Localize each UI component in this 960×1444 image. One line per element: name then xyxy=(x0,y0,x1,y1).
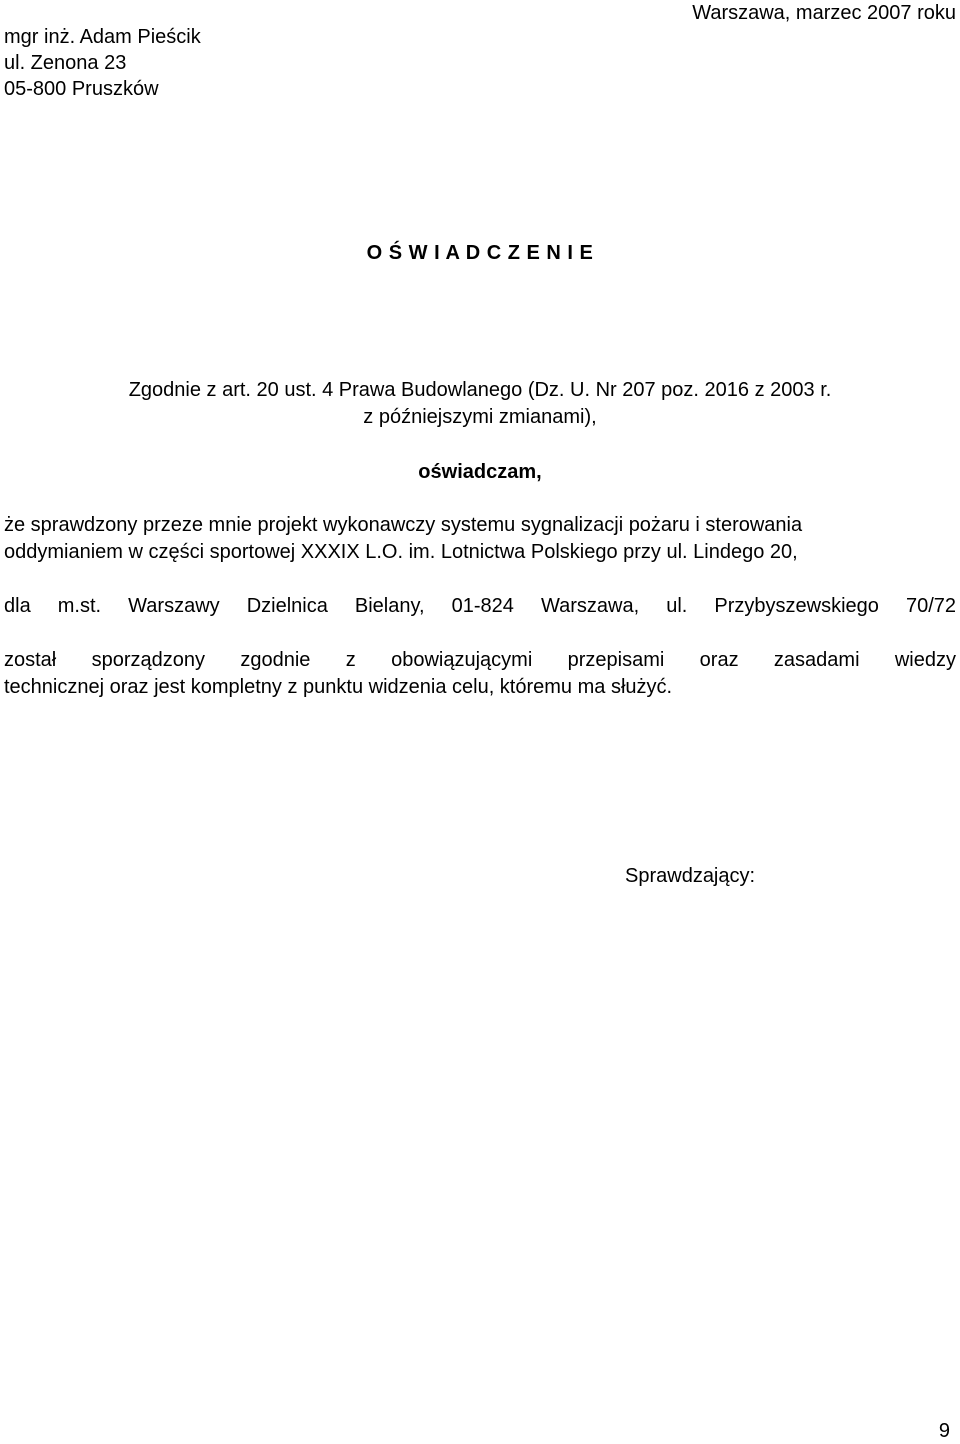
sender-address xyxy=(4,24,201,102)
signer-label: Sprawdzający: xyxy=(625,865,756,887)
body-line-2: oddymianiem w części sportowej XXXIX L.O. im. Lotnictwa Polskiego przy ul. Lindego 20, xyxy=(4,541,798,563)
sender-name: mgr inż. Adam Pieścik xyxy=(4,26,201,48)
sender-city: 05-800 Pruszków xyxy=(4,78,159,100)
document-title: O Ś W I A D C Z E N I E xyxy=(366,242,594,264)
sender-street: ul. Zenona 23 xyxy=(4,52,127,74)
body-line-4: został sporządzony zgodnie z obowiązującymi przepisami oraz zasadami wiedzy xyxy=(4,649,956,671)
legal-basis-line-1: Zgodnie z art. 20 ust. 4 Prawa Budowlanego (Dz. U. Nr 207 poz. 2016 z 2003 r. xyxy=(128,379,832,401)
body-line-1: że sprawdzony przeze mnie projekt wykonawczy systemu sygnalizacji pożaru i sterowania xyxy=(4,514,803,536)
place-date: Warszawa, marzec 2007 roku xyxy=(692,2,956,24)
page-number: 9 xyxy=(938,1420,950,1442)
body-line-5: technicznej oraz jest kompletny z punktu widzenia celu, któremu ma służyć. xyxy=(4,676,673,698)
legal-basis-line-2: z późniejszymi zmianami), xyxy=(363,406,597,428)
body-line-3: dla m.st. Warszawy Dzielnica Bielany, 01-824 Warszawa, ul. Przybyszewskiego 70/72 xyxy=(4,595,956,617)
declaration-word: oświadczam, xyxy=(418,461,542,483)
